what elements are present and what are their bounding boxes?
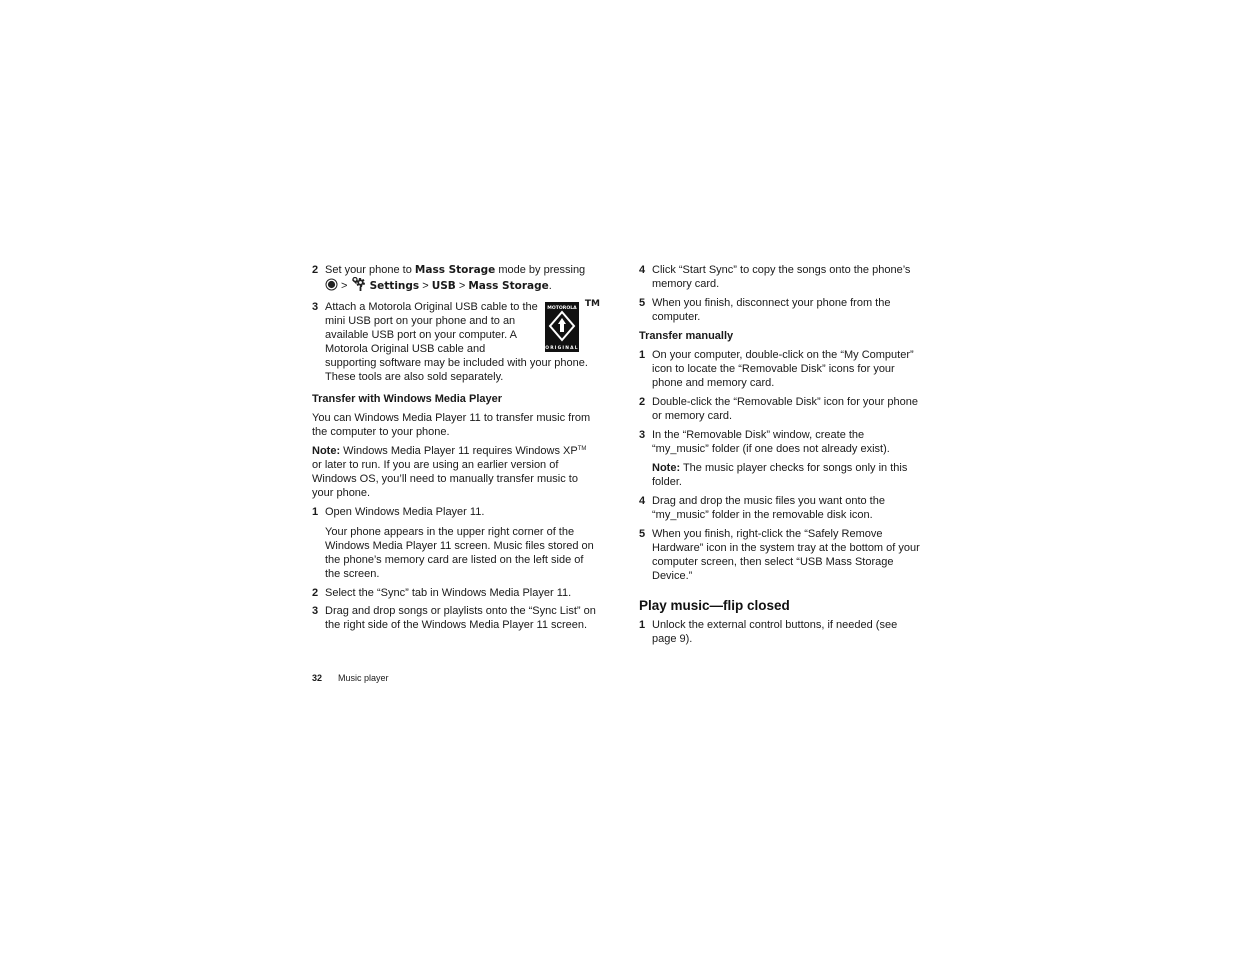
step-number: 2 [639, 396, 646, 408]
step-number: 3 [312, 605, 319, 617]
intro-paragraph: You can Windows Media Player 11 to transfer music from the computer to your phone. [312, 412, 591, 438]
page-footer [312, 672, 389, 684]
list-item: 4 Drag and drop the music files you want onto the “my_music” folder in the removable disk icon. [639, 495, 885, 521]
step-number: 5 [639, 528, 646, 540]
center-select-key-icon [325, 278, 338, 295]
settings-icon [351, 277, 367, 295]
step-1-detail: Your phone appears in the upper right corner of the Windows Media Player 11 screen. Music files stored on the phone’s memory card are listed on the left side of the screen. [325, 526, 594, 580]
list-item: 5 When you finish, right-click the “Safely Remove Hardware” icon in the system tray at the bottom of your computer screen, then select “USB Mass Storage Device.” [639, 528, 920, 582]
step-number: 1 [639, 349, 646, 361]
step-number: 2 [312, 264, 319, 276]
step-number: 4 [639, 495, 646, 507]
list-item: 4 Click “Start Sync” to copy the songs onto the phone’s memory card. [639, 264, 911, 290]
step-set-mass-storage: 2 Set your phone to Mass Storage mode by pressing > Settings > USB > Mass Storage. [312, 263, 597, 295]
list-item: 3 Drag and drop songs or playlists onto the “Sync List” on the right side of the Windows Media Player 11 screen. [312, 605, 596, 631]
motorola-original-logo [545, 300, 600, 354]
section-name: Music player [338, 673, 389, 683]
note-music-folder: Note: The music player checks for songs only in this folder. [652, 462, 908, 488]
list-item: 1 Open Windows Media Player 11. [312, 506, 485, 518]
step-number: 1 [312, 506, 319, 518]
left-column [312, 263, 600, 636]
step-attach-usb-cable: 3 MOTOROLA ORIGINAL TM Attach a Motorola Original USB cable to the mini USB port on your phone and to an available USB port on your computer. A Motorola Original USB cable and supporting software may be included with your phone. These tools are also sold separately. [312, 299, 600, 383]
list-item: 5 When you finish, disconnect your phone from the computer. [639, 297, 891, 323]
mass-storage-label-2: Mass Storage [468, 280, 549, 292]
mass-storage-label: Mass Storage [414, 264, 496, 276]
page-number: 32 [312, 673, 323, 683]
step-number: 3 [312, 301, 319, 313]
step-number: 2 [312, 587, 319, 599]
logo-brand-text: MOTOROLA [547, 306, 577, 311]
xp-trademark: TM [577, 446, 587, 452]
step-number: 5 [639, 297, 646, 309]
heading-transfer-wmp: Transfer with Windows Media Player [312, 393, 503, 405]
trademark-mark: TM [584, 299, 600, 309]
note-label: Note: [312, 445, 341, 457]
logo-sub-text: ORIGINAL [545, 346, 579, 351]
list-item: 1 On your computer, double-click on the “My Computer” icon to locate the “Removable Disk” icons for your phone and memory card. [639, 349, 914, 389]
heading-play-music-flip-closed: Play music—flip closed [639, 598, 790, 613]
step-number: 4 [639, 264, 646, 276]
usb-label: USB [431, 280, 456, 292]
note-wmp-requirements: Note: Windows Media Player 11 requires Windows XP™ or later to run. If you are using an earlier version of Windows OS, you’ll need to manually transfer music to your phone. [312, 445, 587, 499]
note-label: Note: [652, 462, 681, 474]
list-item: 3 In the “Removable Disk” window, create the “my_music” folder (if one does not already exist). [639, 429, 890, 455]
heading-transfer-manually: Transfer manually [639, 330, 734, 342]
step-number: 1 [639, 619, 646, 631]
list-item: 1 Unlock the external control buttons, if needed (see page 9). [639, 619, 898, 645]
list-item: 2 Select the “Sync” tab in Windows Media Player 11. [312, 587, 572, 599]
right-column [639, 263, 924, 650]
step-number: 3 [639, 429, 646, 441]
list-item: 2 Double-click the “Removable Disk” icon for your phone or memory card. [639, 396, 918, 422]
settings-label: Settings [369, 280, 420, 292]
